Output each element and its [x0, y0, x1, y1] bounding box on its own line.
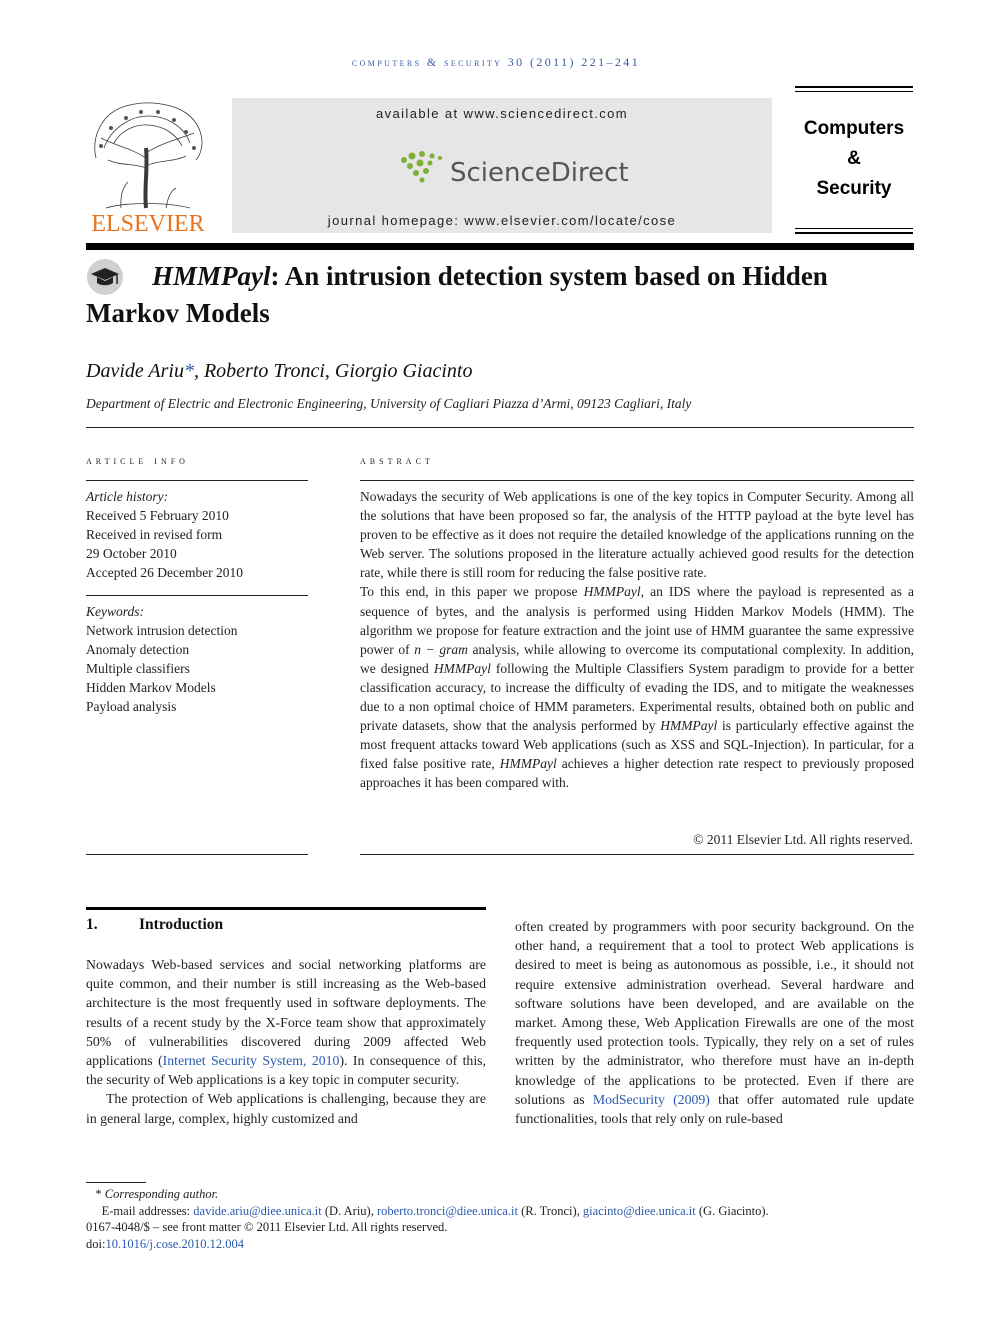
other-authors: , Roberto Tronci, Giorgio Giacinto [193, 360, 473, 382]
keyword: Anomaly detection [86, 642, 190, 658]
journal-citation-line: computers & security 30 (2011) 221–241 [351, 55, 641, 69]
keyword: Hidden Markov Models [86, 680, 216, 696]
article-history [86, 487, 308, 582]
keywords [86, 602, 308, 717]
keywords-label: Keywords: [86, 604, 144, 619]
section-heading-introduction [86, 916, 223, 934]
journal-homepage-text: journal homepage: www.elsevier.com/locate/cose [327, 213, 677, 228]
history-item: Received 5 February 2010 [86, 508, 229, 524]
abstract-paragraph-1: Nowadays the security of Web applications is one of the key topics in Computer Security. Among all the solutions that have been proposed so far, the analysis of the HTTP payload at the byte level has proven to be effective as it does not require the detailed knowledge of the applications running on the Web server. The solutions proposed in the literature actually achieved good results for the detection rate, while there is still room for reducing the false positive rate. [360, 489, 914, 581]
abstract-rule-bottom [360, 854, 914, 855]
author-1[interactable]: Davide Ariu [86, 360, 184, 382]
text-run: analysis, while allowing to overcome its computational complexity. In addition, we designed [360, 641, 914, 676]
doi-label: doi: [86, 1236, 106, 1251]
journal-name-line1: Computers [803, 118, 905, 139]
doi-link[interactable]: 10.1016/j.cose.2010.12.004 [105, 1236, 244, 1251]
section-title: Introduction [139, 916, 224, 933]
affiliation-rule [86, 427, 914, 428]
available-at-text: available at www.sciencedirect.com [375, 106, 629, 121]
ngram-term: n − gram [414, 641, 468, 657]
intro-paragraph-2-continued [515, 917, 914, 1128]
text-run: ). In consequence of this, the security of Web applications is a key topic in computer security. [86, 1053, 486, 1088]
abstract-paragraph-2 [360, 582, 914, 792]
keyword: Multiple classifiers [86, 661, 190, 677]
title-italic-part: HMMPayl [152, 261, 271, 291]
history-item: Received in revised form [86, 527, 223, 543]
keyword: Payload analysis [86, 699, 177, 715]
text-run: that offer automated rule update functionalities, tools that rely only on rule-based [515, 1091, 914, 1127]
article-info-rule-bottom [86, 854, 308, 855]
keyword: Network intrusion detection [86, 623, 238, 639]
hmmpayl-term: HMMPayl [499, 756, 557, 772]
elsevier-logo [86, 98, 210, 236]
section-number: 1. [86, 916, 98, 933]
article-info-rule-top [86, 480, 308, 481]
authors [86, 360, 472, 383]
hmmpayl-term: HMMPayl [583, 584, 641, 600]
doi-line [86, 1236, 914, 1253]
header-rule [86, 243, 914, 250]
footnote-text: Corresponding author. [104, 1187, 219, 1201]
text-run: , an IDS where the payload is represented as a sequence of bytes, and the analysis is performed using Hidden Markov Models (HMM). The algorithm we propose for feature extraction and the joint use of HMM guarantee the same expressive power of [360, 584, 914, 657]
citation-link[interactable]: ModSecurity (2009) [592, 1091, 710, 1107]
text-run: following the Multiple Classifiers System paradigm to provide for a better classification accuracy, to increase the difficulty of evading the IDS, and to mitigate the weaknesses due to a non optimal choice of HMM parameters. Experimental results, obtained both on public and private datasets, show that the analysis performed by [360, 660, 915, 734]
article-info-heading: article info [86, 453, 189, 467]
body-column-right [515, 917, 914, 1128]
elsevier-wordmark: ELSEVIER [91, 211, 205, 236]
email-owner: (G. Giacinto). [695, 1203, 769, 1218]
elsevier-tree-icon [86, 98, 210, 236]
intro-paragraph-2: The protection of Web applications is challenging, because they are in general large, complex, highly customized and [86, 1091, 486, 1126]
citation-link[interactable]: Internet Security System, 2010 [162, 1053, 340, 1069]
text-run: often created by programmers with poor security background. On the other hand, a requirement that a tool to protect Web applications is desired to meet is being as autonomous as possible, i.e., it should not require extensive administration overhead. Several hardware and software solutions have been developed, and are available on the market. Among these, Web Application Firewalls are one of the most frequently used protection tools. Typically, they rely on a set of rules written by the administrator, who therefore must have an in-depth knowledge of the applications to be protected. Even if there are solutions as [515, 919, 914, 1107]
abstract-heading: abstract [360, 453, 434, 467]
text-run: Nowadays Web-based services and social networking platforms are quite common, and their number is still increasing as the Web-based architecture is the most frequently used in software deployments. The results of a recent study by the X-Force team show that approximately 50% of vulnerabilities discovered during 2009 affected Web applications ( [86, 957, 486, 1069]
history-item: 29 October 2010 [86, 546, 177, 562]
paper-title [86, 258, 914, 332]
sciencedirect-wordmark: ScienceDirect [450, 158, 629, 188]
abstract-body [360, 487, 914, 793]
section-rule [86, 907, 486, 910]
email-link[interactable]: roberto.tronci@diee.unica.it [376, 1203, 518, 1218]
body-column-left [86, 955, 486, 1128]
sciencedirect-icon [396, 146, 656, 194]
hmmpayl-term: HMMPayl [660, 718, 718, 734]
corresponding-author-note [86, 1186, 914, 1203]
footnotes [86, 1186, 914, 1252]
footnote-rule [86, 1182, 146, 1183]
text-run: is particularly effective against the most frequent attacks toward Web applications (such as XSS and SQL-Injection). In particular, for a fixed false positive rate, [360, 718, 914, 772]
journal-name-line2: & [847, 148, 861, 169]
intro-paragraph-1 [86, 955, 486, 1089]
journal-name-rule-bottom [795, 232, 913, 234]
history-item: Accepted 26 December 2010 [86, 565, 244, 581]
footnote-mark: * [95, 1187, 102, 1201]
email-link[interactable]: davide.ariu@diee.unica.it [193, 1203, 322, 1218]
article-info-rule-mid [86, 595, 308, 596]
front-matter: 0167-4048/$ – see front matter © 2011 Elsevier Ltd. All rights reserved. [86, 1220, 448, 1234]
email-label: E-mail addresses: [101, 1203, 194, 1218]
affiliation: Department of Electric and Electronic Engineering, University of Cagliari Piazza d’Armi, 09123 Cagliari, Italy [86, 396, 692, 411]
text-run: achieves a higher detection rate respect to previously proposed approaches it has been compared with. [360, 756, 914, 791]
journal-name-box [795, 114, 913, 204]
email-addresses [86, 1203, 914, 1220]
title-rest: : An intrusion detection system based on Hidden Markov Models [86, 261, 828, 328]
journal-name-line3: Security [816, 178, 892, 199]
sciencedirect-logo [396, 146, 656, 194]
hmmpayl-term: HMMPayl [433, 660, 491, 676]
journal-name-rule-top [795, 86, 913, 88]
email-owner: (D. Ariu), [321, 1203, 377, 1218]
history-label: Article history: [86, 489, 169, 504]
journal-name-rule-bottom-thin [795, 228, 913, 229]
journal-name-rule-top-thin [795, 91, 913, 92]
email-link[interactable]: giacinto@diee.unica.it [582, 1203, 696, 1218]
email-owner: (R. Tronci), [517, 1203, 583, 1218]
corresponding-author-mark[interactable]: * [183, 360, 194, 382]
abstract-rule-top [360, 480, 914, 481]
abstract-copyright: © 2011 Elsevier Ltd. All rights reserved. [693, 832, 913, 847]
text-run: To this end, in this paper we propose [360, 584, 584, 600]
